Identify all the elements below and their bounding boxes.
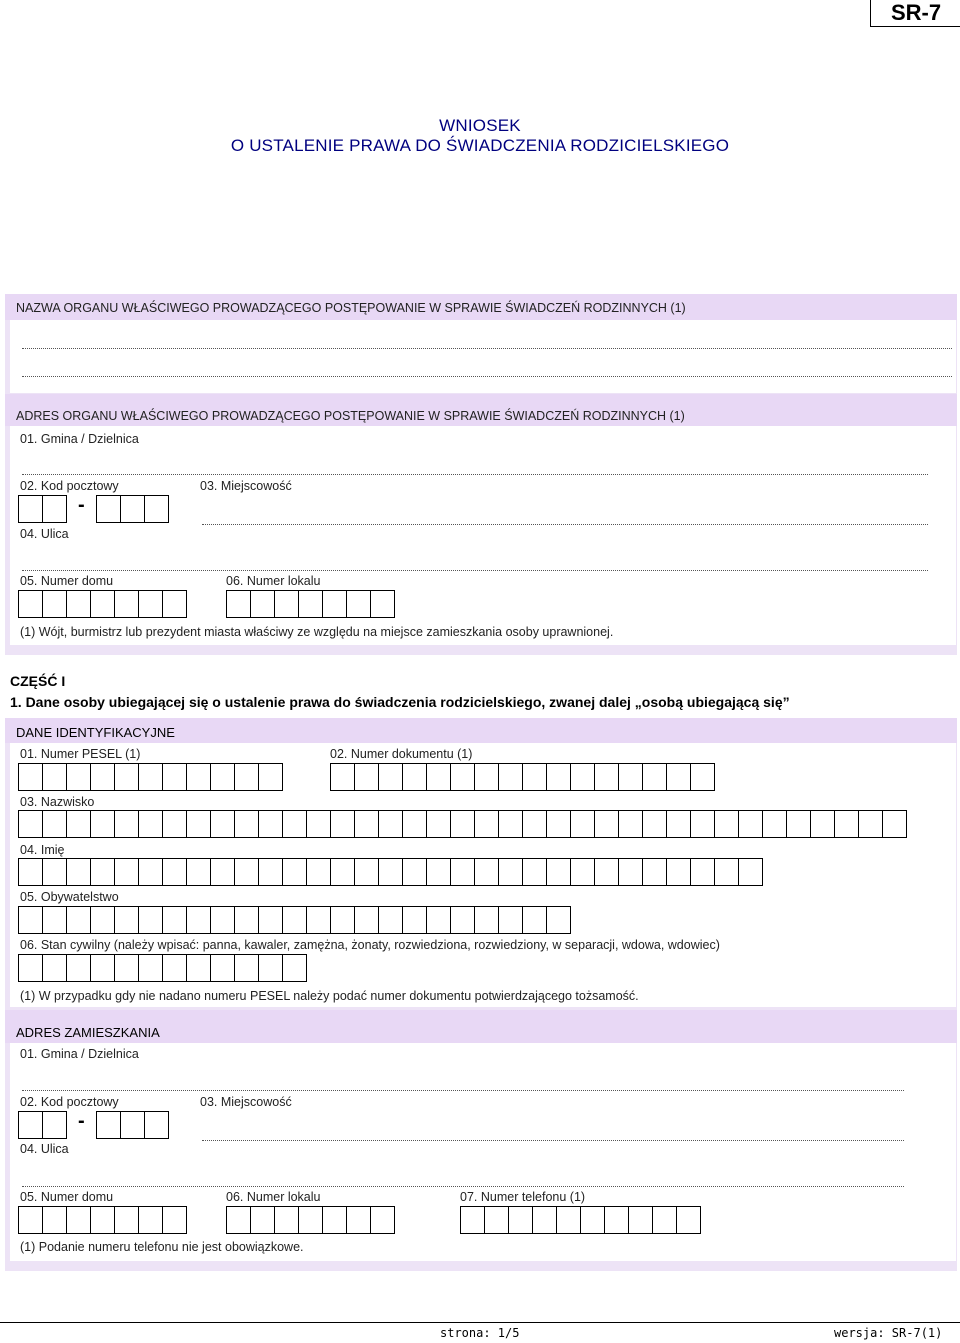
- organ-house-number[interactable]: [18, 590, 186, 618]
- cell[interactable]: [402, 810, 427, 838]
- cell[interactable]: [714, 810, 739, 838]
- cell[interactable]: [834, 810, 859, 838]
- cell[interactable]: [114, 858, 139, 886]
- part1-section-title: 1. Dane osoby ubiegającej się o ustalenie prawa do świadczenia rodzicielskiego, zwanej dalej „osobą ubiegającą się”: [10, 694, 790, 710]
- first-name-label: 04. Imię: [20, 843, 65, 857]
- form-code: SR-7: [870, 0, 960, 27]
- cell[interactable]: [234, 810, 259, 838]
- cell[interactable]: [18, 1111, 43, 1139]
- cell[interactable]: [546, 906, 571, 934]
- cell[interactable]: [42, 954, 67, 982]
- cell[interactable]: [114, 1206, 139, 1234]
- cell[interactable]: [690, 763, 715, 791]
- residence-postcode-part2[interactable]: [96, 1111, 168, 1139]
- cell[interactable]: [162, 1206, 187, 1234]
- cell[interactable]: [186, 810, 211, 838]
- cell[interactable]: [162, 954, 187, 982]
- organ-gmina-input[interactable]: [22, 474, 928, 475]
- organ-street-label: 04. Ulica: [20, 527, 69, 541]
- cell[interactable]: [282, 858, 307, 886]
- cell[interactable]: [604, 1206, 629, 1234]
- organ-address-header: ADRES ORGANU WŁAŚCIWEGO PROWADZĄCEGO POSTĘPOWANIE W SPRAWIE ŚWIADCZEŃ RODZINNYCH (1): [16, 409, 685, 423]
- cell[interactable]: [354, 810, 379, 838]
- cell[interactable]: [666, 810, 691, 838]
- cell[interactable]: [90, 906, 115, 934]
- residence-flat-number[interactable]: [226, 1206, 394, 1234]
- cell[interactable]: [676, 1206, 701, 1234]
- cell[interactable]: [234, 906, 259, 934]
- residence-header: ADRES ZAMIESZKANIA: [16, 1025, 160, 1040]
- cell[interactable]: [18, 1206, 43, 1234]
- cell[interactable]: [322, 590, 347, 618]
- marital-status-input[interactable]: [18, 954, 306, 982]
- cell[interactable]: [330, 810, 355, 838]
- residence-house-label: 05. Numer domu: [20, 1190, 114, 1204]
- cell[interactable]: [402, 858, 427, 886]
- cell[interactable]: [666, 763, 691, 791]
- cell[interactable]: [450, 858, 475, 886]
- organ-name-line-1: [22, 348, 952, 349]
- form-title-line2: O USTALENIE PRAWA DO ŚWIADCZENIA RODZICIELSKIEGO: [230, 136, 730, 155]
- cell[interactable]: [378, 858, 403, 886]
- cell[interactable]: [570, 858, 595, 886]
- cell[interactable]: [628, 1206, 653, 1234]
- cell[interactable]: [144, 1111, 169, 1139]
- cell[interactable]: [90, 1206, 115, 1234]
- cell[interactable]: [330, 763, 355, 791]
- residence-gmina-label: 01. Gmina / Dzielnica: [20, 1047, 139, 1061]
- cell[interactable]: [330, 858, 355, 886]
- cell[interactable]: [474, 763, 499, 791]
- cell[interactable]: [162, 590, 187, 618]
- cell[interactable]: [66, 590, 91, 618]
- residence-street-label: 04. Ulica: [20, 1142, 69, 1156]
- organ-postcode-part1[interactable]: [18, 495, 66, 523]
- organ-footnote: (1) Wójt, burmistrz lub prezydent miasta właściwy ze względu na miejsce zamieszkania osoby uprawnionej.: [20, 625, 614, 639]
- cell[interactable]: [450, 810, 475, 838]
- cell[interactable]: [114, 954, 139, 982]
- cell[interactable]: [460, 1206, 485, 1234]
- cell[interactable]: [450, 763, 475, 791]
- cell[interactable]: [210, 763, 235, 791]
- first-name-input[interactable]: [18, 858, 762, 886]
- cell[interactable]: [378, 810, 403, 838]
- cell[interactable]: [594, 810, 619, 838]
- cell[interactable]: [66, 763, 91, 791]
- citizenship-label: 05. Obywatelstwo: [20, 890, 119, 904]
- cell[interactable]: [306, 810, 331, 838]
- cell[interactable]: [138, 763, 163, 791]
- cell[interactable]: [66, 906, 91, 934]
- organ-name-header: NAZWA ORGANU WŁAŚCIWEGO PROWADZĄCEGO POSTĘPOWANIE W SPRAWIE ŚWIADCZEŃ RODZINNYCH (1): [16, 301, 686, 315]
- cell[interactable]: [186, 858, 211, 886]
- cell[interactable]: [90, 590, 115, 618]
- residence-house-number[interactable]: [18, 1206, 186, 1234]
- cell[interactable]: [18, 954, 43, 982]
- cell[interactable]: [96, 495, 121, 523]
- citizenship-input[interactable]: [18, 906, 570, 934]
- organ-house-label: 05. Numer domu: [20, 574, 114, 588]
- cell[interactable]: [642, 858, 667, 886]
- cell[interactable]: [354, 858, 379, 886]
- cell[interactable]: [66, 954, 91, 982]
- residence-postcode-part1[interactable]: [18, 1111, 66, 1139]
- cell[interactable]: [426, 906, 451, 934]
- cell[interactable]: [370, 590, 395, 618]
- cell[interactable]: [90, 763, 115, 791]
- cell[interactable]: [570, 810, 595, 838]
- cell[interactable]: [274, 1206, 299, 1234]
- organ-name-line-2: [22, 376, 952, 377]
- organ-gmina-label: 01. Gmina / Dzielnica: [20, 432, 139, 446]
- cell[interactable]: [210, 906, 235, 934]
- cell[interactable]: [18, 810, 43, 838]
- postcode-dash: -: [78, 1110, 85, 1132]
- residence-flat-label: 06. Numer lokalu: [226, 1190, 321, 1204]
- organ-name-area[interactable]: [10, 320, 956, 393]
- cell[interactable]: [556, 1206, 581, 1234]
- cell[interactable]: [226, 590, 251, 618]
- cell[interactable]: [138, 810, 163, 838]
- surname-input[interactable]: [18, 810, 906, 838]
- postcode-dash: -: [78, 494, 85, 516]
- cell[interactable]: [330, 906, 355, 934]
- cell[interactable]: [258, 954, 283, 982]
- cell[interactable]: [66, 1206, 91, 1234]
- cell[interactable]: [522, 810, 547, 838]
- cell[interactable]: [570, 763, 595, 791]
- cell[interactable]: [18, 906, 43, 934]
- cell[interactable]: [138, 590, 163, 618]
- cell[interactable]: [138, 954, 163, 982]
- organ-flat-label: 06. Numer lokalu: [226, 574, 321, 588]
- cell[interactable]: [138, 1206, 163, 1234]
- cell[interactable]: [882, 810, 907, 838]
- cell[interactable]: [66, 858, 91, 886]
- residence-city-input[interactable]: [202, 1140, 904, 1141]
- cell[interactable]: [250, 1206, 275, 1234]
- cell[interactable]: [18, 763, 43, 791]
- cell[interactable]: [250, 590, 275, 618]
- cell[interactable]: [114, 763, 139, 791]
- cell[interactable]: [138, 858, 163, 886]
- pesel-label: 01. Numer PESEL (1): [20, 747, 141, 761]
- cell[interactable]: [450, 906, 475, 934]
- cell[interactable]: [426, 858, 451, 886]
- cell[interactable]: [618, 858, 643, 886]
- cell[interactable]: [402, 906, 427, 934]
- cell[interactable]: [594, 858, 619, 886]
- cell[interactable]: [642, 763, 667, 791]
- organ-street-input[interactable]: [22, 570, 928, 571]
- cell[interactable]: [162, 810, 187, 838]
- cell[interactable]: [484, 1206, 509, 1234]
- cell[interactable]: [274, 590, 299, 618]
- cell[interactable]: [42, 1206, 67, 1234]
- residence-city-label: 03. Miejscowość: [200, 1095, 292, 1109]
- cell[interactable]: [234, 858, 259, 886]
- cell[interactable]: [786, 810, 811, 838]
- cell[interactable]: [546, 763, 571, 791]
- cell[interactable]: [306, 858, 331, 886]
- page-number: strona: 1/5: [440, 1326, 520, 1340]
- cell[interactable]: [522, 906, 547, 934]
- cell[interactable]: [474, 906, 499, 934]
- organ-city-label: 03. Miejscowość: [200, 479, 292, 493]
- cell[interactable]: [282, 810, 307, 838]
- cell[interactable]: [210, 954, 235, 982]
- residence-phone-label: 07. Numer telefonu (1): [460, 1190, 586, 1204]
- residence-footnote: (1) Podanie numeru telefonu nie jest obowiązkowe.: [20, 1240, 304, 1254]
- cell[interactable]: [114, 590, 139, 618]
- cell[interactable]: [690, 810, 715, 838]
- cell[interactable]: [642, 810, 667, 838]
- cell[interactable]: [42, 906, 67, 934]
- cell[interactable]: [474, 858, 499, 886]
- cell[interactable]: [810, 810, 835, 838]
- cell[interactable]: [258, 906, 283, 934]
- cell[interactable]: [666, 858, 691, 886]
- cell[interactable]: [652, 1206, 677, 1234]
- cell[interactable]: [120, 495, 145, 523]
- cell[interactable]: [42, 810, 67, 838]
- cell[interactable]: [580, 1206, 605, 1234]
- cell[interactable]: [370, 1206, 395, 1234]
- cell[interactable]: [378, 763, 403, 791]
- cell[interactable]: [322, 1206, 347, 1234]
- ident-header: DANE IDENTYFIKACYJNE: [16, 725, 175, 740]
- form-title-line1: WNIOSEK: [439, 116, 521, 135]
- organ-flat-number[interactable]: [226, 590, 394, 618]
- cell[interactable]: [226, 1206, 251, 1234]
- cell[interactable]: [522, 858, 547, 886]
- cell[interactable]: [346, 1206, 371, 1234]
- residence-gmina-input[interactable]: [22, 1090, 904, 1091]
- cell[interactable]: [90, 858, 115, 886]
- cell[interactable]: [508, 1206, 533, 1234]
- pesel-input[interactable]: [18, 763, 282, 791]
- cell[interactable]: [546, 858, 571, 886]
- organ-postcode-part2[interactable]: [96, 495, 168, 523]
- organ-city-input[interactable]: [202, 524, 928, 525]
- cell[interactable]: [354, 906, 379, 934]
- cell[interactable]: [138, 906, 163, 934]
- document-number-input[interactable]: [330, 763, 714, 791]
- cell[interactable]: [346, 590, 371, 618]
- cell[interactable]: [162, 858, 187, 886]
- surname-label: 03. Nazwisko: [20, 795, 95, 809]
- cell[interactable]: [522, 763, 547, 791]
- cell[interactable]: [282, 954, 307, 982]
- footer-divider: [0, 1322, 960, 1323]
- cell[interactable]: [738, 858, 763, 886]
- cell[interactable]: [714, 858, 739, 886]
- cell[interactable]: [532, 1206, 557, 1234]
- cell[interactable]: [762, 810, 787, 838]
- cell[interactable]: [18, 495, 43, 523]
- cell[interactable]: [42, 763, 67, 791]
- cell[interactable]: [162, 906, 187, 934]
- cell[interactable]: [42, 495, 67, 523]
- cell[interactable]: [378, 906, 403, 934]
- cell[interactable]: [42, 590, 67, 618]
- cell[interactable]: [594, 763, 619, 791]
- cell[interactable]: [18, 590, 43, 618]
- cell[interactable]: [186, 954, 211, 982]
- cell[interactable]: [210, 810, 235, 838]
- cell[interactable]: [96, 1111, 121, 1139]
- cell[interactable]: [498, 763, 523, 791]
- cell[interactable]: [298, 590, 323, 618]
- cell[interactable]: [402, 763, 427, 791]
- cell[interactable]: [42, 1111, 67, 1139]
- cell[interactable]: [120, 1111, 145, 1139]
- cell[interactable]: [858, 810, 883, 838]
- cell[interactable]: [618, 810, 643, 838]
- cell[interactable]: [354, 763, 379, 791]
- cell[interactable]: [114, 906, 139, 934]
- cell[interactable]: [498, 858, 523, 886]
- cell[interactable]: [306, 906, 331, 934]
- cell[interactable]: [210, 858, 235, 886]
- cell[interactable]: [144, 495, 169, 523]
- cell[interactable]: [298, 1206, 323, 1234]
- cell[interactable]: [90, 954, 115, 982]
- marital-status-label: 06. Stan cywilny (należy wpisać: panna, kawaler, zamężna, żonaty, rozwiedziona, rozwiedziony, w separacji, wdowa, wdowiec): [20, 938, 720, 952]
- cell[interactable]: [282, 906, 307, 934]
- cell[interactable]: [234, 763, 259, 791]
- cell[interactable]: [546, 810, 571, 838]
- document-number-label: 02. Numer dokumentu (1): [330, 747, 473, 761]
- cell[interactable]: [690, 858, 715, 886]
- cell[interactable]: [474, 810, 499, 838]
- organ-postcode-label: 02. Kod pocztowy: [20, 479, 119, 493]
- cell[interactable]: [738, 810, 763, 838]
- cell[interactable]: [114, 810, 139, 838]
- cell[interactable]: [186, 763, 211, 791]
- cell[interactable]: [90, 810, 115, 838]
- residence-street-input[interactable]: [22, 1186, 904, 1187]
- cell[interactable]: [258, 763, 283, 791]
- cell[interactable]: [234, 954, 259, 982]
- cell[interactable]: [162, 763, 187, 791]
- ident-footnote: (1) W przypadku gdy nie nadano numeru PESEL należy podać numer dokumentu potwierdzającego tożsamość.: [20, 989, 639, 1003]
- cell[interactable]: [498, 810, 523, 838]
- cell[interactable]: [18, 858, 43, 886]
- cell[interactable]: [258, 858, 283, 886]
- form-version: wersja: SR-7(1): [834, 1326, 943, 1340]
- cell[interactable]: [498, 906, 523, 934]
- cell[interactable]: [426, 810, 451, 838]
- cell[interactable]: [618, 763, 643, 791]
- cell[interactable]: [42, 858, 67, 886]
- residence-phone-number[interactable]: [460, 1206, 700, 1234]
- residence-postcode-label: 02. Kod pocztowy: [20, 1095, 119, 1109]
- cell[interactable]: [258, 810, 283, 838]
- cell[interactable]: [426, 763, 451, 791]
- cell[interactable]: [66, 810, 91, 838]
- cell[interactable]: [186, 906, 211, 934]
- part1-heading: CZĘŚĆ I: [10, 673, 66, 689]
